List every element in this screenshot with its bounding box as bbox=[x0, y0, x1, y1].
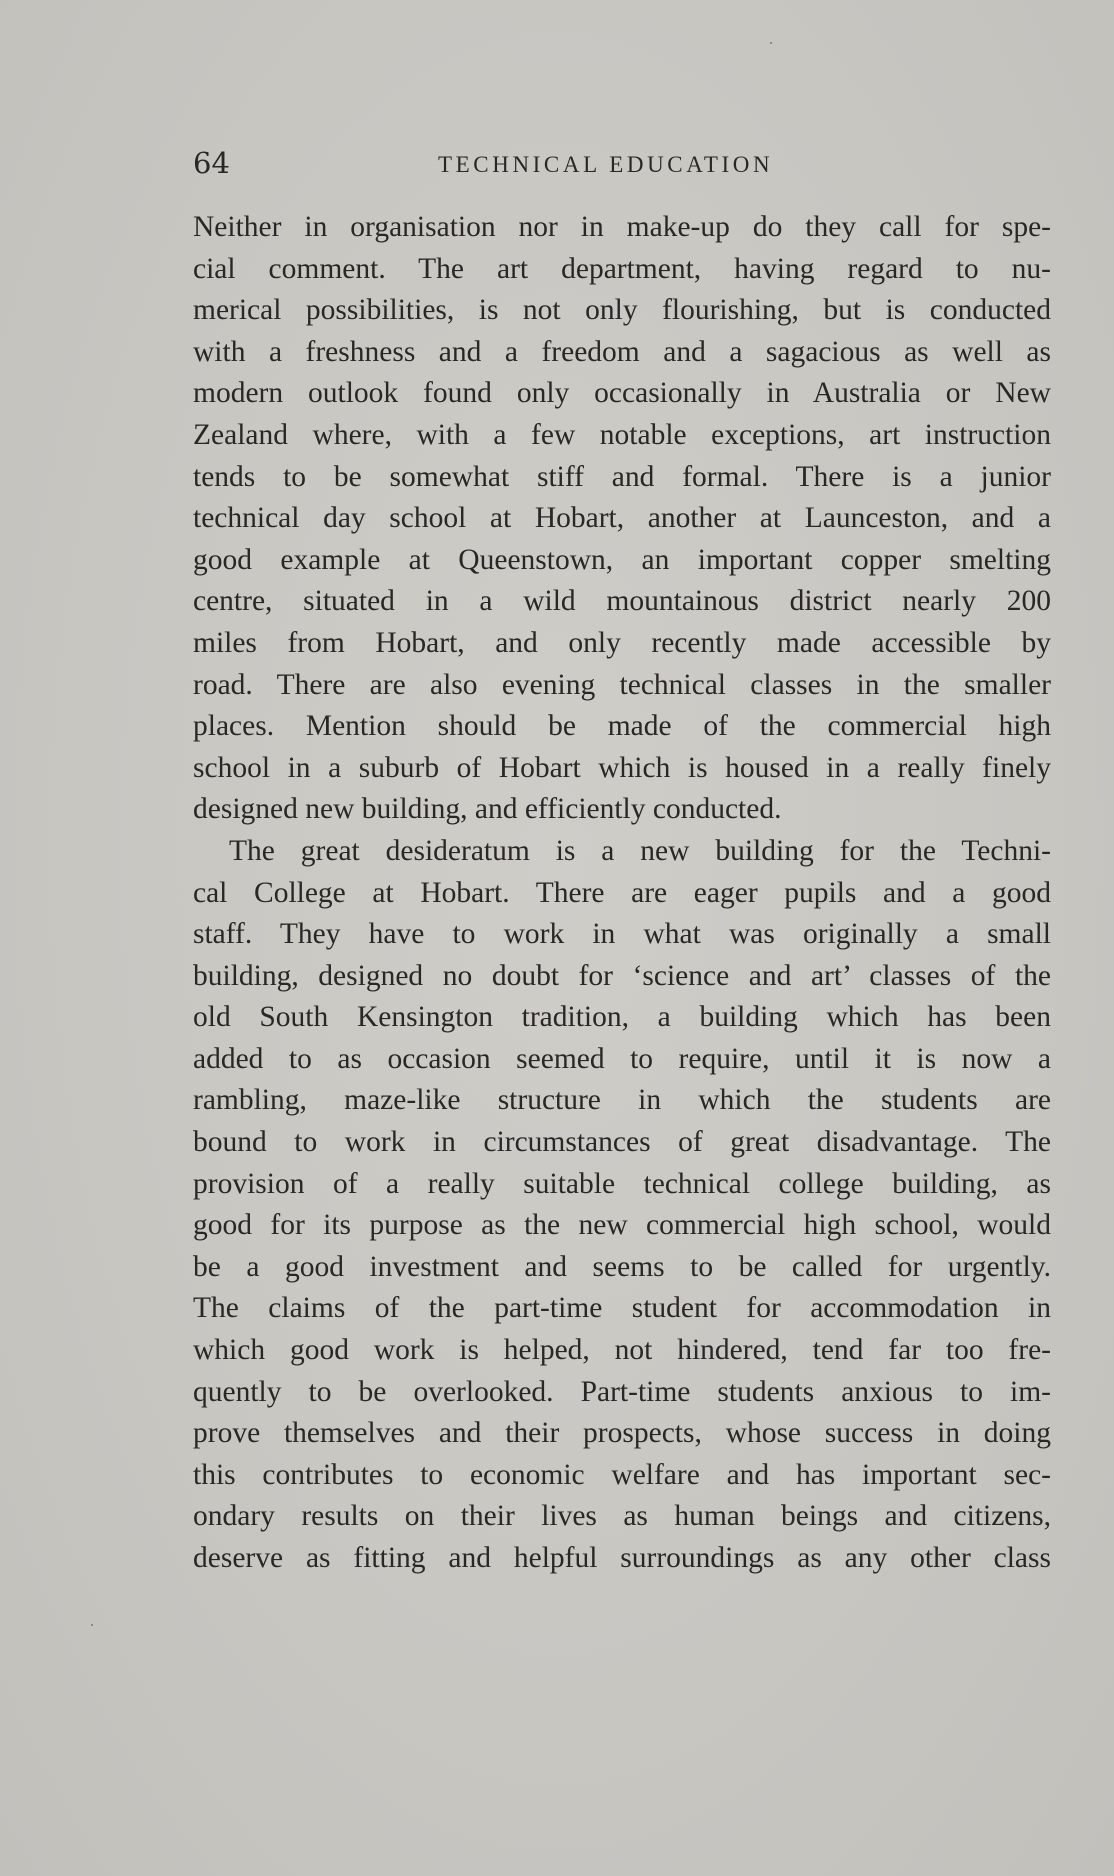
paragraph bbox=[193, 207, 1051, 831]
text-line: deserve as fitting and helpful surroundings as any other class bbox=[193, 1542, 1051, 1574]
text-line: centre, situated in a wild mountainous district nearly 200 bbox=[193, 585, 1051, 618]
text-line: The great desideratum is a new building for the Techni- bbox=[229, 834, 1051, 867]
text-line: cial comment. The art department, having regard to nu- bbox=[193, 252, 1051, 285]
text-line: staff. They have to work in what was originally a small bbox=[193, 918, 1051, 951]
text-line: this contributes to economic welfare and has important sec- bbox=[193, 1458, 1051, 1491]
text-line: added to as occasion seemed to require, until it is now a bbox=[193, 1042, 1051, 1075]
text-line: building, designed no doubt for ‘science and art’ classes of the bbox=[193, 959, 1051, 992]
text-line: modern outlook found only occasionally in Australia or New bbox=[193, 377, 1051, 410]
text-line: which good work is helped, not hindered, tend far too fre- bbox=[193, 1334, 1051, 1367]
text-line: provision of a really suitable technical college building, as bbox=[193, 1167, 1051, 1200]
text-line: good example at Queenstown, an important copper smelting bbox=[193, 543, 1051, 576]
text-line: good for its purpose as the new commercial high school, would bbox=[193, 1209, 1051, 1242]
text-line: designed new building, and efficiently conducted. bbox=[193, 793, 782, 826]
text-line: bound to work in circumstances of great disadvantage. The bbox=[193, 1126, 1051, 1159]
paper-speck bbox=[770, 42, 772, 44]
text-line: merical possibilities, is not only flourishing, but is conducted bbox=[193, 294, 1051, 327]
text-line: Zealand where, with a few notable exceptions, art instruction bbox=[193, 418, 1051, 451]
text-line: rambling, maze-like structure in which the students are bbox=[193, 1084, 1051, 1117]
text-line: cal College at Hobart. There are eager pupils and a good bbox=[193, 876, 1051, 909]
text-line: tends to be somewhat stiff and formal. There is a junior bbox=[193, 460, 1051, 493]
text-line: quently to be overlooked. Part-time students anxious to im- bbox=[193, 1375, 1051, 1408]
text-line: road. There are also evening technical classes in the smaller bbox=[193, 668, 1051, 701]
page-number: 64 bbox=[193, 146, 230, 180]
text-line: old South Kensington tradition, a building which has been bbox=[193, 1001, 1051, 1034]
text-line: school in a suburb of Hobart which is housed in a really finely bbox=[193, 751, 1051, 784]
paper-speck bbox=[91, 1624, 93, 1626]
text-line: places. Mention should be made of the commercial high bbox=[193, 710, 1051, 743]
text-line: The claims of the part-time student for accommodation in bbox=[193, 1292, 1051, 1325]
text-line: be a good investment and seems to be called for urgently. bbox=[193, 1250, 1051, 1283]
text-line: prove themselves and their prospects, whose success in doing bbox=[193, 1417, 1051, 1450]
text-line: technical day school at Hobart, another at Launceston, and a bbox=[193, 502, 1051, 535]
text-line: with a freshness and a freedom and a sagacious as well as bbox=[193, 335, 1051, 368]
running-head: TECHNICAL EDUCATION bbox=[438, 152, 774, 177]
text-line: ondary results on their lives as human beings and citizens, bbox=[193, 1500, 1051, 1533]
text-line: Neither in organisation nor in make-up do they call for spe- bbox=[193, 211, 1051, 243]
page-header bbox=[193, 146, 1051, 186]
text-line: miles from Hobart, and only recently made accessible by bbox=[193, 626, 1051, 659]
body-text bbox=[193, 207, 1051, 1580]
paragraph bbox=[193, 831, 1051, 1580]
